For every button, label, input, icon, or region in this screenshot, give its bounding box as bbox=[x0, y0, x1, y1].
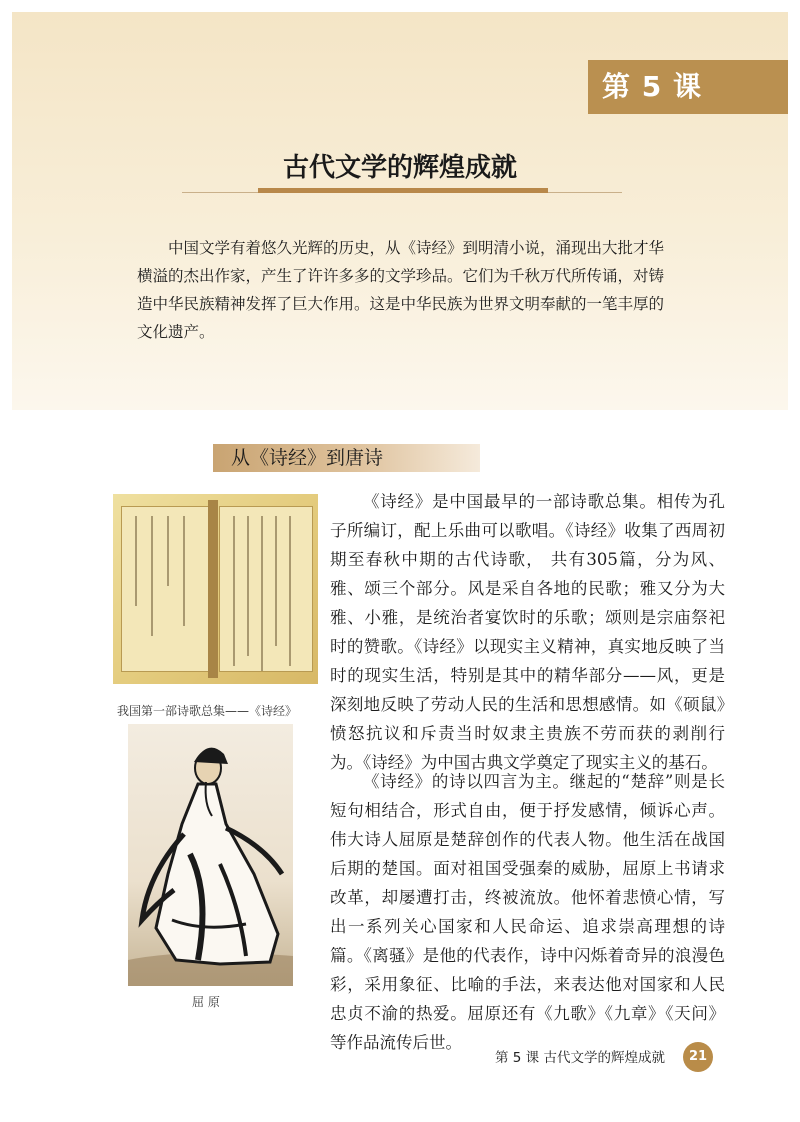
lesson-title: 古代文学的辉煌成就 bbox=[282, 153, 517, 183]
text-column bbox=[233, 516, 235, 666]
shijing-book-photo bbox=[113, 494, 318, 684]
text-column bbox=[289, 516, 291, 666]
running-footer: 第 5 课 古代文学的辉煌成就 bbox=[495, 1050, 665, 1066]
book-photo-caption: 我国第一部诗歌总集——《诗经》 bbox=[117, 704, 298, 718]
portrait-caption: 屈 原 bbox=[192, 995, 220, 1009]
qu-yuan-figure-icon bbox=[128, 724, 293, 986]
text-column bbox=[167, 516, 169, 586]
section-heading: 从《诗经》到唐诗 bbox=[213, 444, 480, 472]
lesson-intro: 中国文学有着悠久光辉的历史，从《诗经》到明清小说，涌现出大批才华横溢的杰出作家，产生了许许多多的文学珍品。它们为千秋万代所传诵，对铸造中华民族精神发挥了巨大作用。这是中华民族为世界文明奉献的一笔丰厚的文化遗产。 bbox=[137, 239, 665, 341]
title-rule-thick bbox=[258, 188, 548, 193]
book-spine bbox=[208, 500, 218, 678]
text-column bbox=[183, 516, 185, 626]
body-paragraph: 《诗经》的诗以四言为主。继起的“楚辞”则是长短句相结合，形式自由，便于抒发感情，倾诉心声。伟大诗人屈原是楚辞创作的代表人物。他生活在战国后期的楚国。面对祖国受强秦的威胁，屈原上书请求改革，却屡遭打击，终被流放。他怀着悲愤心情，写出一系列关心国家和人民命运、追求崇高理想的诗篇。《离骚》是他的代表作，诗中闪烁着奇异的浪漫色彩，采用象征、比喻的手法，来表达他对国家和人民忠贞不渝的热爱。屈原还有《九歌》《九章》《天问》等作品流传后世。 bbox=[330, 772, 725, 1052]
page-number-badge: 21 bbox=[683, 1042, 713, 1072]
text-column bbox=[275, 516, 277, 646]
text-column bbox=[151, 516, 153, 636]
text-column bbox=[261, 516, 263, 671]
qu-yuan-portrait bbox=[128, 724, 293, 986]
body-paragraph: 《诗经》是中国最早的一部诗歌总集。相传为孔子所编订，配上乐曲可以歌唱。《诗经》收集了西周初期至春秋中期的古代诗歌， 共有305篇，分为风、雅、颂三个部分。风是采自各地的民歌；雅又分为大雅、小雅，是统治者宴饮时的乐歌；颂则是宗庙祭祀时的赞歌。《诗经》以现实主义精神，真实地反映了当时的现实生活，特别是其中的精华部分——风，更是深刻地反映了劳动人民的生活和思想感情。如《硕鼠》愤怒抗议和斥责当时奴隶主贵族不劳而获的剥削行为。《诗经》为中国古典文学奠定了现实主义的基石。 bbox=[330, 492, 725, 772]
lesson-number-badge: 第 5 课 bbox=[588, 60, 788, 114]
text-column bbox=[135, 516, 137, 606]
text-column bbox=[247, 516, 249, 656]
